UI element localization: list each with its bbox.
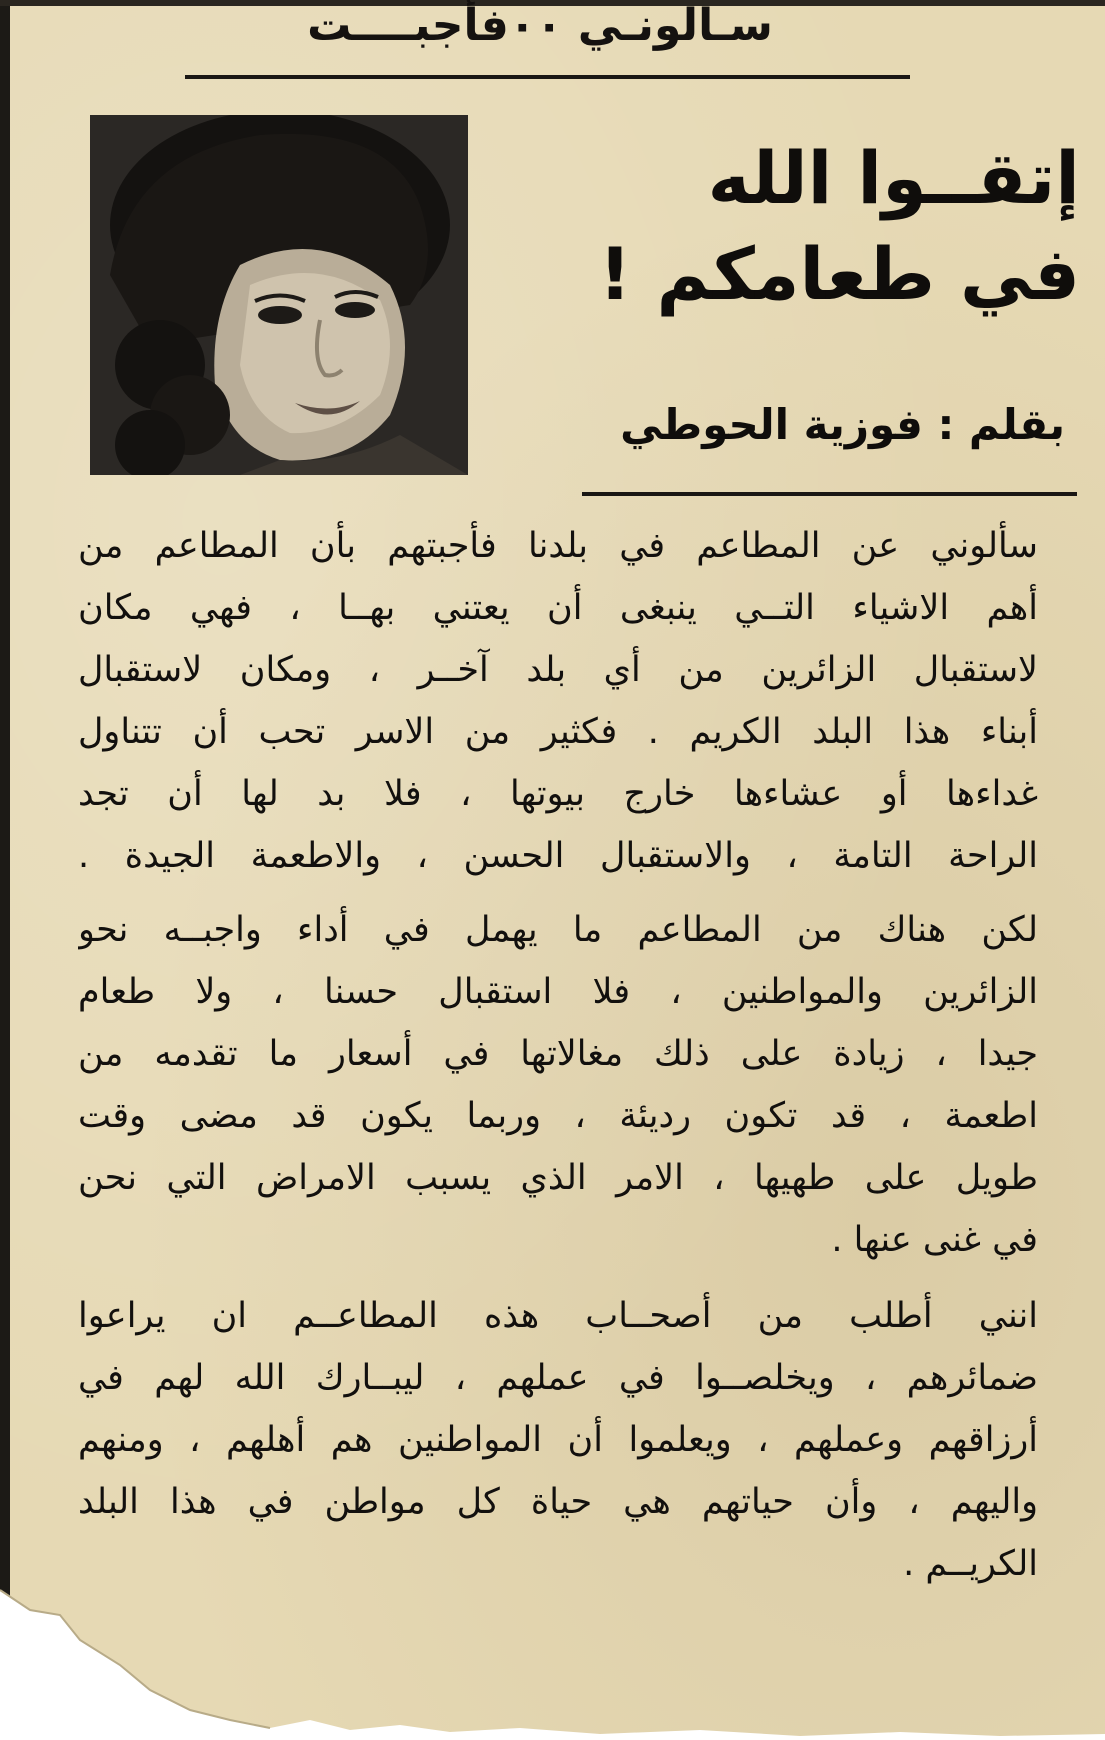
text-line: طويل على طهيها ، الامر الذي يسبب الامراض التي نحن bbox=[78, 1158, 1038, 1198]
text-line: سألوني عن المطاعم في بلدنا فأجبتهم بأن المطاعم من bbox=[78, 526, 1038, 566]
text-line: أرزاقهم وعملهم ، ويعلموا أن المواطنين هم أهلهم ، ومنهم bbox=[78, 1420, 1038, 1460]
text-line: الراحة التامة ، والاستقبال الحسن ، والاطعمة الجيدة . bbox=[78, 836, 1038, 876]
paragraph bbox=[78, 515, 1038, 887]
article-body bbox=[78, 515, 1038, 1609]
section-title: سـالونـي ٠٠فأجبــــت bbox=[307, 0, 773, 51]
headline bbox=[520, 130, 1080, 322]
text-line: لكن هناك من المطاعم ما يهمل في أداء واجبــه نحو bbox=[78, 910, 1038, 950]
paragraph bbox=[78, 1285, 1038, 1595]
byline-divider bbox=[582, 492, 1077, 496]
text-line: لاستقبال الزائرين من أي بلد آخــر ، ومكان لاستقبال bbox=[78, 650, 1038, 690]
author-photo bbox=[90, 115, 468, 475]
text-line: جيدا ، زيادة على ذلك مغالاتها في أسعار ما تقدمه من bbox=[78, 1034, 1038, 1074]
torn-paper-edge bbox=[0, 1570, 1105, 1740]
text-line: انني أطلب من أصحــاب هذه المطاعــم ان يراعوا bbox=[78, 1296, 1038, 1336]
text-line: ضمائرهم ، ويخلصــوا في عملهم ، ليبــارك الله لهم في bbox=[78, 1358, 1038, 1398]
text-line: في غنى عنها . bbox=[831, 1220, 1038, 1260]
paragraph bbox=[78, 899, 1038, 1271]
text-line: أهم الاشياء التــي ينبغى أن يعتني بهــا ، فهي مكان bbox=[78, 588, 1038, 628]
header-divider bbox=[185, 75, 910, 79]
byline: بقلم : فوزية الحوطي bbox=[620, 400, 1065, 449]
text-line: أبناء هذا البلد الكريم . فكثير من الاسر تحب أن تتناول bbox=[78, 712, 1038, 752]
headline-line-1: إتقــوا الله bbox=[707, 136, 1080, 220]
text-line: اطعمة ، قد تكون رديئة ، وربما يكون قد مضى وقت bbox=[78, 1096, 1038, 1136]
text-line: غداءها أو عشاءها خارج بيوتها ، فلا بد لها أن تجد bbox=[78, 774, 1038, 814]
text-line: واليهم ، وأن حياتهم هي حياة كل مواطن في هذا البلد bbox=[78, 1482, 1038, 1522]
headline-line-2: في طعامكم ! bbox=[598, 232, 1080, 316]
text-line: الكريــم . bbox=[903, 1544, 1038, 1584]
text-line: الزائرين والمواطنين ، فلا استقبال حسنا ، ولا طعام bbox=[78, 972, 1038, 1012]
scan-edge bbox=[0, 0, 10, 1740]
